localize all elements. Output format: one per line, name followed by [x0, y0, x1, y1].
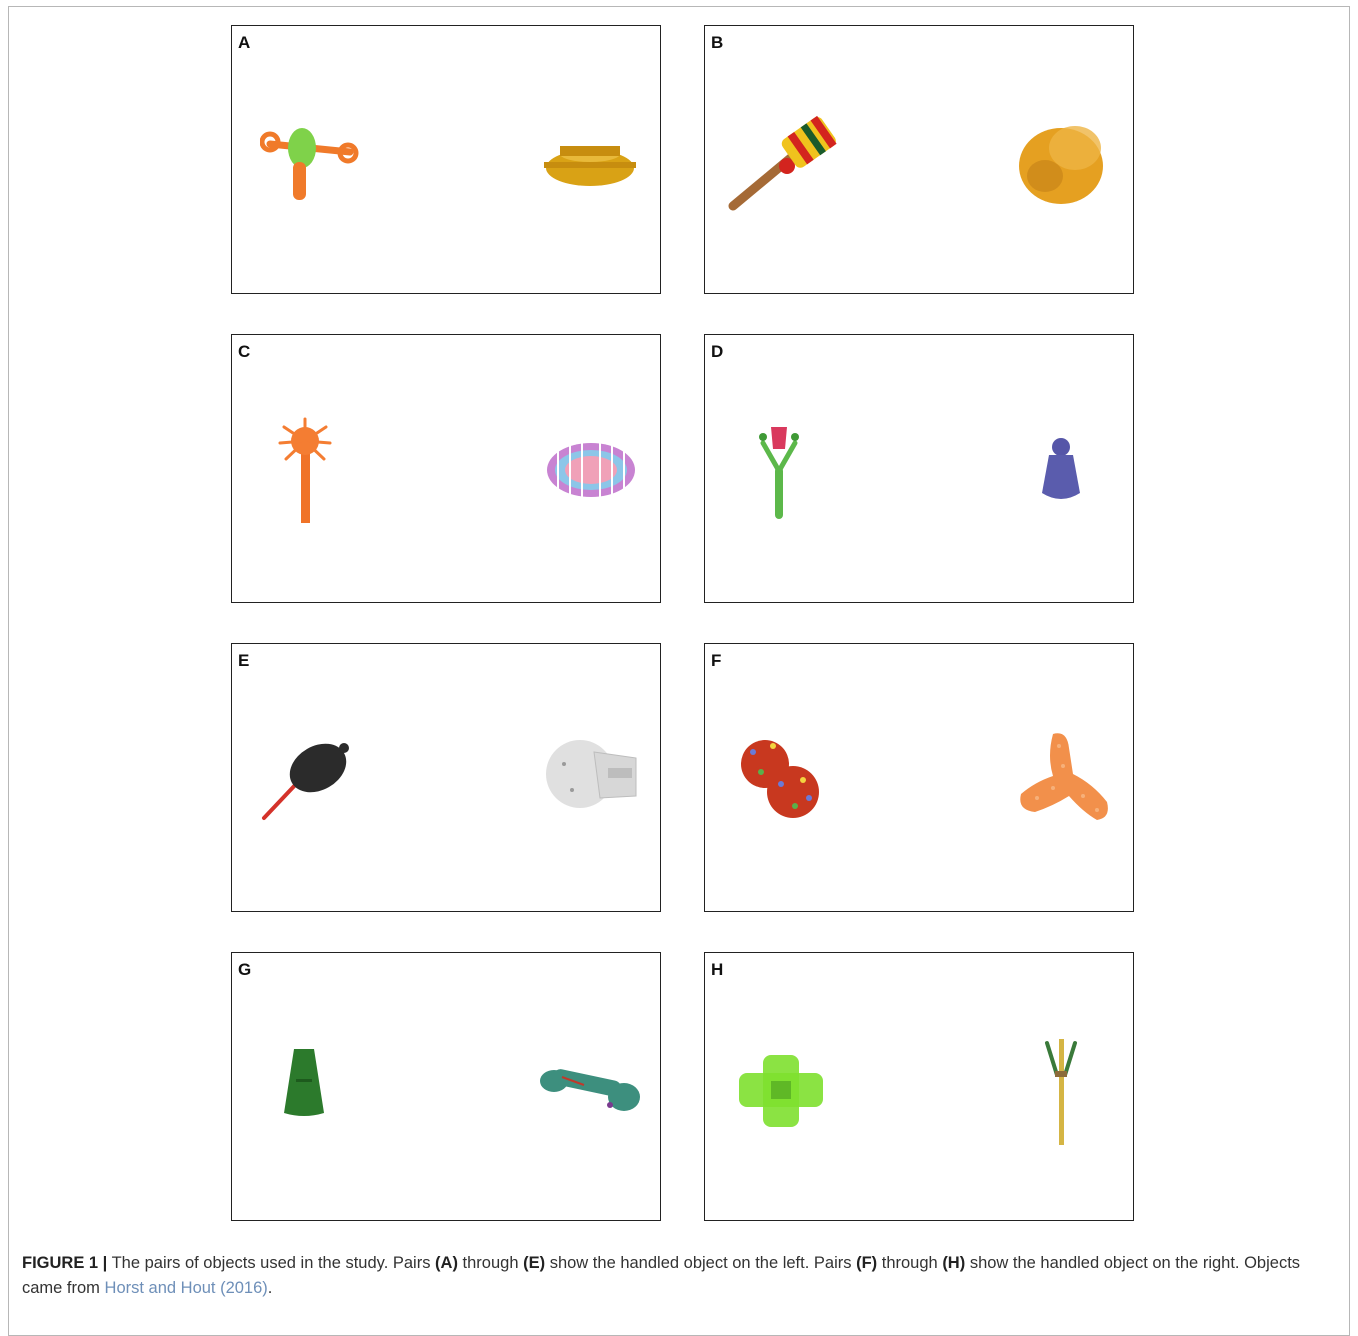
- caption-text: The pairs of objects used in the study. Pairs: [111, 1254, 431, 1272]
- panel-d: [704, 334, 1134, 603]
- caption-text: through: [881, 1254, 938, 1272]
- panel-f: [704, 643, 1134, 912]
- caption-text: through: [462, 1254, 519, 1272]
- caption-text: show the handled object on the left. Pairs: [549, 1254, 852, 1272]
- panel-c: [231, 334, 661, 603]
- caption-ref: (A): [435, 1254, 458, 1272]
- caption-ref: (F): [856, 1254, 878, 1272]
- panel-label: C: [238, 342, 251, 361]
- panel-g: [231, 952, 661, 1221]
- panel-label: G: [238, 960, 252, 979]
- figure-caption: [22, 1251, 1332, 1301]
- citation-link[interactable]: Horst and Hout (2016): [104, 1279, 268, 1297]
- green-cone-toy: [280, 1045, 330, 1121]
- panel-label: E: [238, 651, 250, 670]
- blue-bell-toy: [1039, 435, 1084, 507]
- caption-ref: (H): [942, 1254, 966, 1272]
- green-cross-toy: [735, 1051, 829, 1131]
- orange-spiky-wand: [276, 417, 336, 527]
- panel-e: [231, 643, 661, 912]
- amber-blob-toy: [1013, 116, 1113, 211]
- panel-label: B: [711, 33, 724, 52]
- wooden-handle-striped-toy: [723, 108, 838, 213]
- panel-a: [231, 25, 661, 294]
- teal-bone-toy: [538, 1061, 642, 1117]
- panel-b: [704, 25, 1134, 294]
- panel-label: F: [711, 651, 722, 670]
- figure-frame: [8, 6, 1350, 1336]
- panel-label: A: [238, 33, 251, 52]
- caption-text: .: [267, 1279, 273, 1297]
- orange-green-handled-toy: [260, 122, 360, 202]
- bamboo-fork-toy: [1039, 1035, 1083, 1147]
- caption-ref: (E): [523, 1254, 546, 1272]
- rainbow-spring-toy: [544, 439, 639, 501]
- white-ball-toy: [542, 734, 642, 814]
- panel-label: D: [711, 342, 724, 361]
- green-slingshot-toy: [755, 421, 805, 523]
- panel-label: H: [711, 960, 724, 979]
- red-spiky-dumbbell: [737, 736, 827, 824]
- caption-label: FIGURE 1 |: [22, 1254, 108, 1272]
- amber-jar-toy: [540, 134, 640, 194]
- orange-spiky-tripod: [1013, 726, 1113, 836]
- caption-text: show the handled object on the right. Objects came from: [22, 1254, 1301, 1297]
- panel-h: [704, 952, 1134, 1221]
- black-air-bulb: [258, 736, 358, 826]
